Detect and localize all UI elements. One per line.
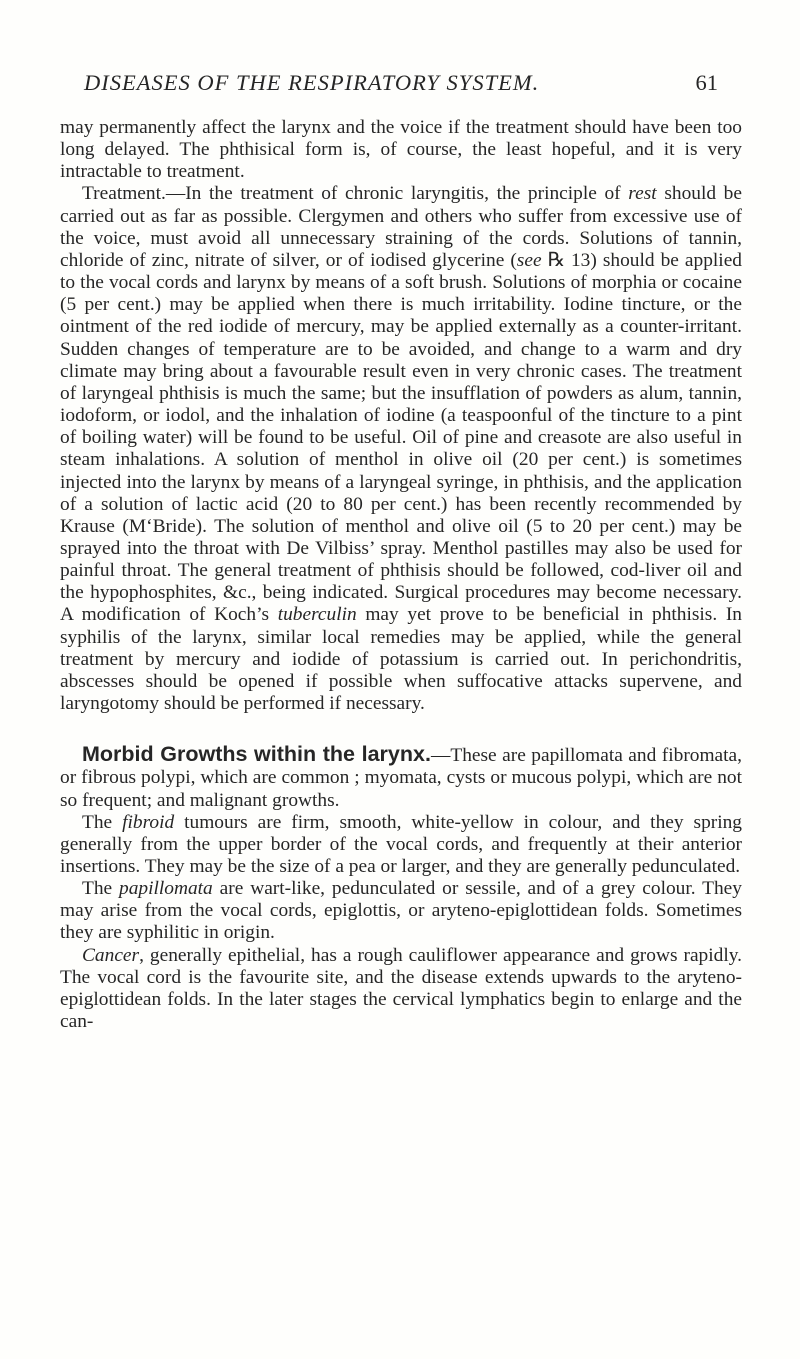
- running-title: DISEASES OF THE RESPIRATORY SYSTEM.: [84, 70, 540, 95]
- paragraph-morbid-growths: Morbid Growths within the larynx.—These are papillomata and fibromata, or fibrous polypi, which are common ; myomata, cysts or mucous polypi, which are not so frequent; and malignant growths.: [60, 742, 743, 811]
- paragraph-papillomata: The papillomata are wart-like, pedunculated or sessile, and of a grey colour. They may arise from the vocal cords, epiglottis, or aryteno-epiglottidean folds. Sometimes they are syphilitic in origin.: [60, 878, 742, 944]
- paragraph-continuation: may permanently affect the larynx and the voice if the treatment should have been too long delayed. The phthisical form is, of course, the least hopeful, and it is very intractable to treatment.: [60, 117, 742, 183]
- paragraph-cancer: Cancer, generally epithelial, has a rough cauliflower appearance and grows rapidly. The vocal cord is the favourite site, and the disease extends upwards to the aryteno-epiglottidean folds. In the later stages the cervical lymphatics begin to enlarge and the can-: [60, 944, 742, 1033]
- paragraph-treatment: Treatment.—In the treatment of chronic laryngitis, the principle of rest should be carried out as far as possible. Clergymen and others who suffer from excessive use of the voice, must avoid all unnecessary straining of the cords. Solutions of tannin, chloride of zinc, nitrate of silver, or of iodised glycerine (see ℞ 13) should be applied to the vocal cords and larynx by means of a soft brush. Solutions of morphia or cocaine (5 per cent.) may be applied when there is much irritability. Iodine tincture, or the ointment of the red iodide of mercury, may be applied externally as a counter-irritant. Sudden changes of temperature are to be avoided, and change to a warm and dry climate may bring about a favourable result even in very chronic cases. The treatment of laryngeal phthisis is much the same; but the insufflation of powders as alum, tannin, iodoform, or iodol, and the inhalation of iodine (a teaspoonful of the tincture to a pint of boiling water) will be found to be useful. Oil of pine and creasote are also useful in steam inhalations. A solution of menthol in olive oil (20 per cent.) is sometimes injected into the larynx by means of a laryngeal syringe, in phthisis, and the application of a solution of lactic acid (20 to 80 per cent.) has been recently recommended by Krause (M‘Bride). The solution of menthol and olive oil (5 to 20 per cent.) may be sprayed into the throat with De Vilbiss’ spray. Menthol pastilles may also be used for painful throat. The general treatment of phthisis should be followed, cod-liver oil and the hypophosphites, &c., being indicated. Surgical procedures may become necessary. A modification of Koch’s tuberculin may yet prove to be beneficial in phthisis. In syphilis of the larynx, similar local remedies may be applied, while the general treatment by mercury and iodide of potassium is carried out. In perichondritis, abscesses should be opened if possible when suffocative attacks supervene, and laryngotomy should be performed if necessary.: [60, 183, 742, 715]
- body-text: [60, 117, 742, 1033]
- section-heading: Morbid Growths within the larynx.: [82, 742, 431, 767]
- page-number: 61: [695, 70, 718, 95]
- running-header: [0, 66, 800, 100]
- paragraph-fibroid: The fibroid tumours are firm, smooth, white-yellow in colour, and they spring generally from the upper border of the vocal cords, and frequently at their anterior insertions. They may be the size of a pea or larger, and they are generally pedunculated.: [60, 811, 743, 877]
